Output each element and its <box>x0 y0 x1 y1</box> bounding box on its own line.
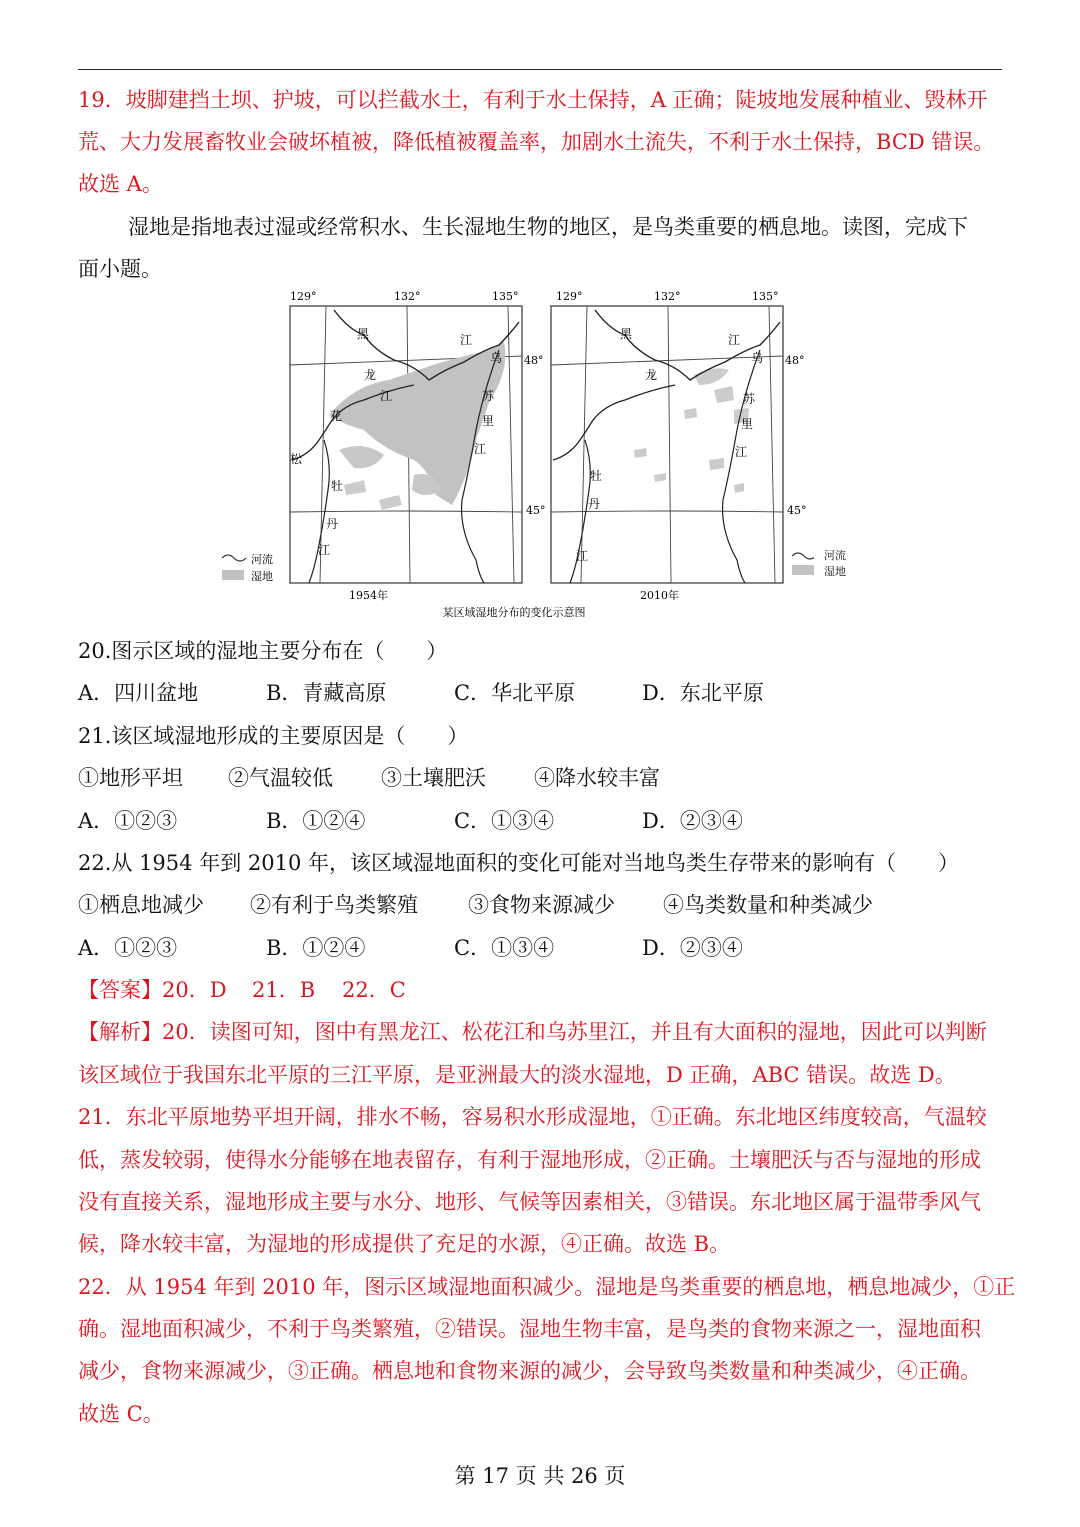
q22-option-a: A．①②③ <box>78 936 178 960</box>
legend-left <box>222 552 273 583</box>
explain-22-line-3: 减少，食物来源减少，③正确。栖息地和食物来源的减少，会导致鸟类数量和种类减少，④正确。 <box>78 1359 981 1383</box>
explain-21-line-4: 候，降水较丰富，为湿地的形成提供了充足的水源，④正确。故选 B。 <box>78 1232 731 1256</box>
legend-left-river: 河流 <box>251 553 273 566</box>
q22-items <box>78 890 1008 920</box>
map2-year: 2010年 <box>640 589 679 602</box>
q22-item-3: ③食物来源减少 <box>468 893 615 917</box>
m1-label-mu: 牡 <box>331 479 344 493</box>
m1-label-jiang-1: 江 <box>380 389 393 403</box>
q21-item-4: ④降水较丰富 <box>534 766 660 790</box>
m1-lon-135: 135° <box>492 290 519 303</box>
m1-label-wu: 乌 <box>490 351 503 365</box>
m2-lon-135: 135° <box>752 290 779 303</box>
q22-stem: 22.从 1954 年到 2010 年，该区域湿地面积的变化可能对当地鸟类生存带来的影响有（ ） <box>78 851 959 875</box>
m1-label-song: 松 <box>290 452 303 466</box>
q20-stem: 20.图示区域的湿地主要分布在（ ） <box>78 639 448 663</box>
m1-label-dan: 丹 <box>326 517 339 531</box>
q21-item-1: ①地形平坦 <box>78 766 183 790</box>
answer-22: 22．C <box>342 978 406 1002</box>
q20-option-b: B．青藏高原 <box>266 681 387 705</box>
page-footer: 第 17 页 共 26 页 <box>454 1464 626 1488</box>
m1-label-su: 苏 <box>482 389 495 403</box>
answer-line <box>78 975 1008 1005</box>
analysis-19-line-1: 19．坡脚建挡土坝、护坡，可以拦截水土，有利于水土保持，A 正确；陡坡地发展种植业、毁林开 <box>78 88 988 112</box>
m1-lat-45: 45° <box>526 504 546 517</box>
wetland-map-figure <box>214 290 846 620</box>
m2-label-long: 龙 <box>645 368 658 382</box>
explain-20-text-1: 20．读图可知，图中有黑龙江、松花江和乌苏里江，并且有大面积的湿地，因此可以判断 <box>162 1020 987 1044</box>
explain-22-line-2: 确。湿地面积减少，不利于鸟类繁殖，②错误。湿地生物丰富，是鸟类的食物来源之一，湿地面积 <box>78 1317 981 1341</box>
m2-label-su: 苏 <box>743 392 756 406</box>
m1-lat-48: 48° <box>524 354 544 367</box>
explain-20-line-1 <box>78 1017 1008 1047</box>
explain-21-line-2: 低，蒸发较弱，使得水分能够在地表留存，有利于湿地形成，②正确。土壤肥沃与否与湿地的形成 <box>78 1148 981 1172</box>
m2-label-jiang-1: 江 <box>728 333 741 347</box>
top-rule <box>78 69 1002 70</box>
m2-label-li: 里 <box>741 417 754 431</box>
q21-stem: 21.该区域湿地形成的主要原因是（ ） <box>78 724 469 748</box>
q21-option-b: B．①②④ <box>266 809 366 833</box>
legend-right-wetland-label: 湿地 <box>824 565 846 578</box>
answer-21: 21．B <box>252 978 316 1002</box>
q21-items <box>78 763 1008 793</box>
q20-options <box>78 678 1008 708</box>
q22-option-b: B．①②④ <box>266 936 366 960</box>
q22-option-c: C．①③④ <box>454 936 555 960</box>
m1-label-jiang-4: 江 <box>318 543 331 557</box>
m1-label-long: 龙 <box>364 368 377 382</box>
explain-22-line-1: 22．从 1954 年到 2010 年，图示区域湿地面积减少。湿地是鸟类重要的栖息地，栖息地减少，①正 <box>78 1275 1016 1299</box>
m2-lon-132: 132° <box>654 290 681 303</box>
m1-label-jiang-2: 江 <box>460 333 473 347</box>
map1-year: 1954年 <box>349 589 388 602</box>
q21-options <box>78 806 1008 836</box>
m2-label-hei: 黑 <box>620 327 633 341</box>
q22-item-2: ②有利于鸟类繁殖 <box>250 893 418 917</box>
wetland-maps-svg <box>214 290 814 620</box>
answer-label: 【答案】 <box>78 978 162 1002</box>
m2-label-dan: 丹 <box>588 497 601 511</box>
explain-20-line-2: 该区域位于我国东北平原的三江平原，是亚洲最大的淡水湿地，D 正确，ABC 错误。故选 D。 <box>78 1063 956 1087</box>
intro-line-1: 湿地是指地表过湿或经常积水、生长湿地生物的地区，是鸟类重要的栖息地。读图，完成下 <box>128 215 968 239</box>
legend-right-labels <box>824 548 864 580</box>
answer-20: 20．D <box>162 978 227 1002</box>
m1-label-li: 里 <box>482 414 495 428</box>
q21-option-c: C．①③④ <box>454 809 555 833</box>
q22-item-1: ①栖息地减少 <box>78 893 204 917</box>
m2-lat-48: 48° <box>785 354 805 367</box>
q20-option-c: C．华北平原 <box>454 681 576 705</box>
m1-label-hei: 黑 <box>357 327 370 341</box>
explain-21-line-1: 21．东北平原地势平坦开阔，排水不畅，容易积水形成湿地，①正确。东北地区纬度较高，气温较 <box>78 1105 987 1129</box>
map-2010 <box>551 290 807 602</box>
explain-21-line-3: 没有直接关系，湿地形成主要与水分、地形、气候等因素相关，③错误。东北地区属于温带季风气 <box>78 1190 981 1214</box>
q22-options <box>78 933 1008 963</box>
q21-item-3: ③土壤肥沃 <box>381 766 486 790</box>
legend-right-river-label: 河流 <box>824 549 846 562</box>
m2-lon-129: 129° <box>556 290 583 303</box>
q20-option-d: D．东北平原 <box>642 681 764 705</box>
m2-label-mu: 牡 <box>590 469 603 483</box>
intro-line-2: 面小题。 <box>78 257 162 281</box>
m2-label-jiang-2: 江 <box>735 445 748 459</box>
m1-lon-129: 129° <box>290 290 317 303</box>
q22-option-d: D．②③④ <box>642 936 743 960</box>
m2-label-wu: 乌 <box>751 351 764 365</box>
m1-label-hua: 花 <box>330 409 343 423</box>
m1-lon-132: 132° <box>394 290 421 303</box>
map-1954 <box>290 290 546 602</box>
analysis-19-line-3: 故选 A。 <box>78 172 163 196</box>
m1-label-jiang-3: 江 <box>474 442 487 456</box>
q20-option-a: A．四川盆地 <box>78 681 199 705</box>
figure-caption: 某区域湿地分布的变化示意图 <box>442 606 586 619</box>
m2-lat-45: 45° <box>787 504 807 517</box>
explain-22-line-4: 故选 C。 <box>78 1402 164 1426</box>
q21-option-d: D．②③④ <box>642 809 743 833</box>
explain-label: 【解析】 <box>78 1020 162 1044</box>
legend-left-wetland: 湿地 <box>251 570 273 583</box>
legend-right <box>792 553 814 575</box>
m2-label-jiang-3: 江 <box>576 549 589 563</box>
analysis-19-line-2: 荒、大力发展畜牧业会破坏植被，降低植被覆盖率，加剧水土流失，不利于水土保持，BCD 错误。 <box>78 130 995 154</box>
q22-item-4: ④鸟类数量和种类减少 <box>663 893 873 917</box>
q21-item-2: ②气温较低 <box>228 766 333 790</box>
q21-option-a: A．①②③ <box>78 809 178 833</box>
